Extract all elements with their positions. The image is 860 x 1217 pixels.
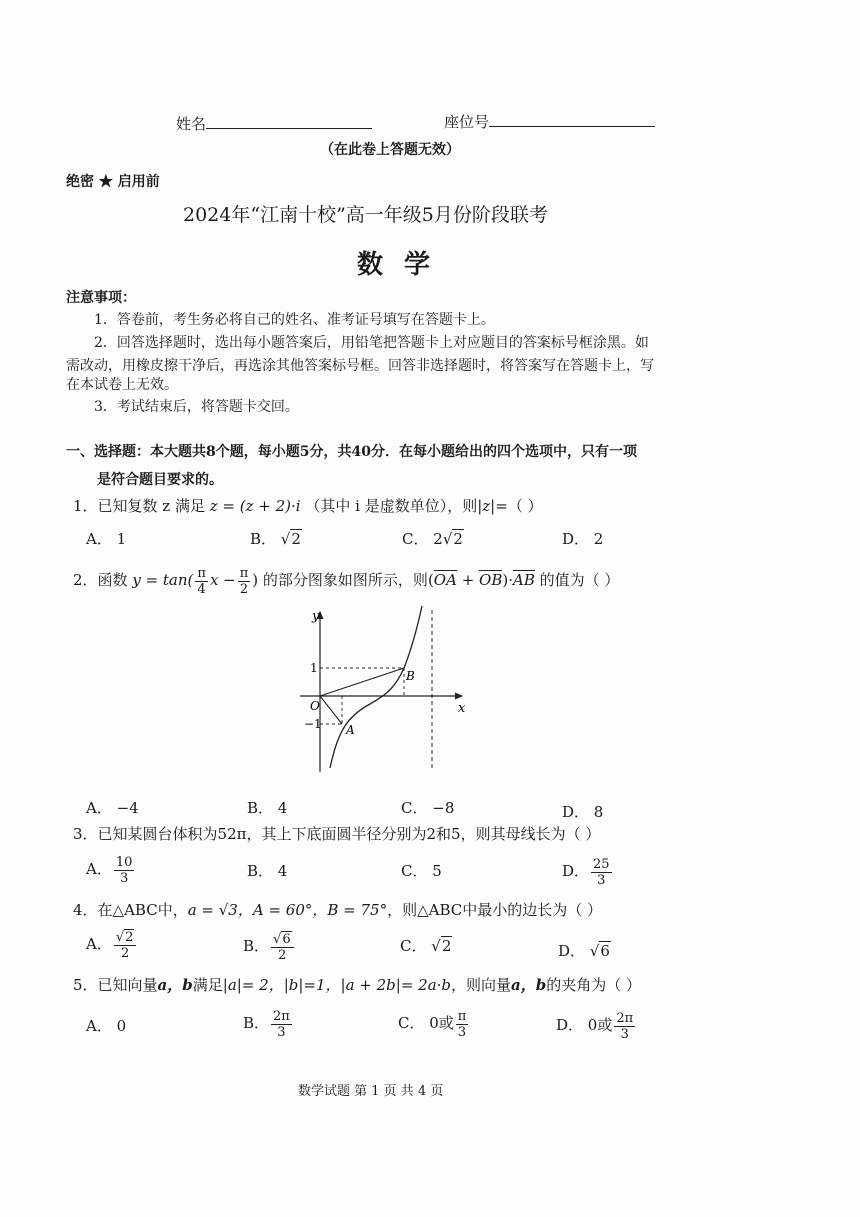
q5-c-frac [456,1009,469,1040]
q4-a-radicand: 2 [125,929,134,945]
q5-option-a: A． 0 [86,1017,127,1035]
q4-a-den: 2 [120,945,130,961]
q2-func: y = tan( [132,571,194,589]
q2-option-d: D． 8 [562,803,604,821]
seat-label: 座位号 [444,113,490,131]
q2-dot: )· [502,571,513,589]
q3-option-b: B． 4 [247,862,288,880]
question-5 [73,974,641,995]
q2-four: 4 [197,581,206,597]
q4-c-value: 2 [441,937,452,955]
q5-d-frac [614,1011,635,1042]
note-2-line3: 在本试卷上无效。 [66,377,178,393]
q3-a-frac [114,855,135,886]
note-3: 3．考试结束后，将答题卡交回。 [94,399,299,415]
q1-c-label: C． [402,530,429,548]
q5-b-frac [271,1009,292,1040]
q4-option-a [86,925,138,963]
tangent-graph [290,602,480,774]
q3-option-a [86,850,136,888]
tangent-curve [330,606,422,768]
seat-field [444,111,655,132]
q4-conditions: a = √3，A = 60°，B = 75° [187,901,388,919]
q2-option-a: A． −4 [86,799,139,817]
q5-c-num: π [457,1008,467,1024]
question-3: 3．已知某圆台体积为52π，其上下底面圆半径分别为2和5，则其母线长为（ ） [73,825,601,843]
q3-a-den: 3 [119,870,129,886]
invalid-note: （在此卷上答题无效） [320,142,460,158]
q1-b-value: 2 [291,530,301,548]
q2-frac-pi-2 [238,566,251,597]
segment-oa [320,696,342,724]
q5-option-b [243,1004,294,1042]
q4-c-label: C． [400,937,427,955]
section1-subheading: 是符合题目要求的。 [97,472,223,488]
q4-a-num: √2 [114,930,137,946]
q5-d-label: D． 0或 [556,1016,613,1034]
q5-text4: 的夹角为（ ） [546,976,642,994]
q2-mid: 的部分图象如图所示，则 [262,571,428,589]
q5-text1: 5．已知向量 [73,976,158,994]
q4-b-num: √6 [271,932,294,948]
q5-text2: 满足 [192,976,223,994]
q2-plus: + [456,571,480,589]
name-label: 姓名 [176,115,207,133]
q5-conditions: |a|= 2，|b|=1，|a + 2b|= 2a·b [222,976,452,994]
q5-b-den: 3 [277,1024,286,1040]
q4-d-label: D． [558,942,586,960]
q4-b-frac [271,932,294,963]
q4-text1: 4．在△ABC中， [73,901,188,919]
q1-option-b: B． √2 [250,530,301,548]
q5-c-label: C． 0或 [398,1014,454,1032]
q1-paren: （ ） [507,497,543,515]
q2-option-b: B． 4 [247,799,288,817]
q3-a-num: 10 [115,854,133,870]
q3-d-frac [591,857,612,888]
question-4 [73,899,602,920]
q1-abs: |z|= [477,497,508,515]
subject-title: 数 学 [357,250,437,280]
q5-c-den: 3 [457,1024,467,1040]
secret-label: 绝密 ★ 启用前 [66,174,160,190]
q2-pi-2: π [239,565,249,581]
x-label: x [458,701,466,716]
point-a-label: A [346,723,355,737]
q4-text2: ，则△ABC中最小的边长为（ ） [387,901,603,919]
name-field [176,113,372,134]
q2-x-minus: x − [209,571,236,589]
q3-option-d [562,852,614,890]
q3-option-c: C． 5 [401,862,442,880]
origin-label: O [310,699,320,713]
q5-text3: ，则向量 [451,976,512,994]
q3-d-num: 25 [593,856,610,872]
q4-a-frac [114,930,137,961]
q1-b-label: B． [250,530,277,548]
q1-mid: （其中 i 是虚数单位），则 [305,497,478,515]
q5-d-den: 3 [620,1026,629,1042]
q2-frac-pi-4 [195,566,208,597]
q2-prefix: 2．函数 [73,571,128,589]
q3-d-den: 3 [597,872,606,888]
tick-neg-one: −1 [304,717,322,731]
section1-heading: 一、选择题：本大题共8个题，每小题5分，共40分．在每小题给出的四个选项中，只有一项 [66,444,637,460]
q2-vector-oa: OA [433,571,457,589]
q3-a-label: A． [86,860,112,878]
q5-b-num: 2π [273,1008,290,1024]
q4-b-radicand: 6 [282,931,291,947]
q2-close: ) [252,571,259,589]
q5-vectors-2: a，b [511,976,547,994]
q5-option-c [398,1004,470,1042]
q2-pi-1: π [197,565,206,581]
seat-blank [489,112,655,127]
note-2-line1: 2．回答选择题时，选出每小题答案后，用铅笔把答题卡上对应题目的答案标号框涂黑。如 [94,335,649,351]
q1-c-coef: 2 [433,530,443,548]
q1-option-d: D． 2 [562,530,604,548]
name-blank [206,114,372,129]
notes-heading: 注意事项： [66,290,136,306]
page-footer: 数学试题 第 1 页 共 4 页 [298,1084,444,1099]
q4-option-c: C． √2 [400,937,452,955]
question-2 [73,558,619,602]
q3-d-label: D． [562,862,590,880]
q4-option-b [243,927,296,965]
segment-ob [320,668,404,696]
note-1: 1．答卷前，考生务必将自己的姓名、准考证号填写在答题卡上。 [94,312,495,328]
q5-d-num: 2π [616,1010,634,1026]
question-1 [73,495,543,516]
q5-option-d [556,1006,637,1044]
q1-option-a: A． 1 [86,530,127,548]
q4-a-label: A． [86,935,112,953]
tick-one: 1 [310,661,318,675]
q2-suffix: 的值为（ ） [539,571,620,589]
q4-option-d: D． √6 [558,942,610,960]
q1-formula: z = (z + 2)·i [209,497,301,515]
q2-vector-ab: AB [513,571,535,589]
q1-option-c: C． 2√2 [402,530,463,548]
y-label: y [312,609,320,624]
note-2-line2: 需改动，用橡皮擦干净后，再选涂其他答案标号框。回答非选择题时，将答案写在答题卡上，写 [66,358,654,374]
q2-two: 2 [239,581,249,597]
q1-c-value: 2 [453,530,463,548]
q5-vectors-1: a，b [157,976,193,994]
q2-open-paren: ( [427,571,434,589]
q4-b-den: 2 [278,947,287,963]
q4-b-label: B． [243,937,270,955]
q4-d-value: 6 [600,942,610,960]
point-b-label: B [406,669,415,683]
exam-title: 2024年“江南十校”高一年级5月份阶段联考 [183,204,548,226]
q2-vector-ob: OB [479,571,503,589]
q1-prefix: 1．已知复数 z 满足 [73,497,205,515]
q2-option-c: C． −8 [401,799,455,817]
q5-b-label: B． [243,1014,270,1032]
